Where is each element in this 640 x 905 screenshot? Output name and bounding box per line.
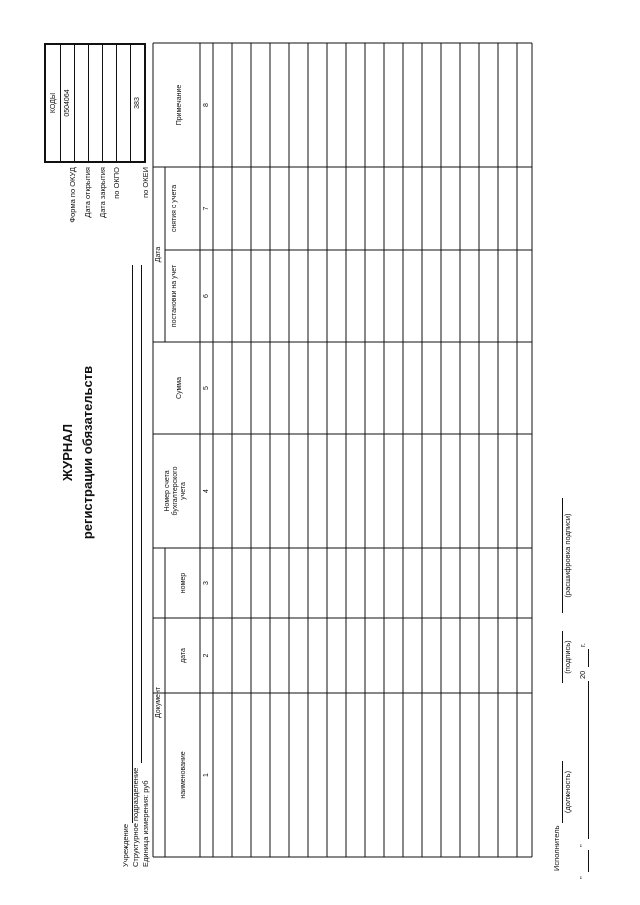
quote-open: " bbox=[578, 876, 587, 879]
decoding-caption: (расшифровка подписи) bbox=[563, 513, 572, 598]
col-num-5: 5 bbox=[203, 386, 210, 390]
group-document: Документ bbox=[155, 686, 162, 719]
quote-close: " bbox=[578, 844, 587, 847]
day-line bbox=[588, 850, 589, 872]
col-num-2: 2 bbox=[203, 653, 210, 658]
col-registered: постановки на учет bbox=[171, 264, 178, 328]
open-date-label: Дата открытия bbox=[83, 167, 92, 218]
col-num-8: 8 bbox=[203, 103, 210, 107]
month-line bbox=[588, 681, 589, 839]
close-date-label: Дата закрытия bbox=[98, 167, 107, 218]
col-num-6: 6 bbox=[203, 294, 210, 298]
unit-label: Единица измерения: руб bbox=[141, 780, 150, 867]
codes-header: КОДЫ bbox=[45, 44, 61, 162]
col-sum: Сумма bbox=[176, 377, 183, 399]
col-number: номер bbox=[180, 572, 187, 594]
executor-label: Исполнитель bbox=[552, 825, 561, 871]
year-prefix: 20 bbox=[578, 670, 587, 679]
okud-code: 0504064 bbox=[61, 44, 75, 162]
okei-label: по ОКЕИ bbox=[141, 167, 150, 198]
okpo-label: по ОКПО bbox=[112, 167, 121, 199]
col-num-3: 3 bbox=[203, 581, 210, 585]
col-num-7: 7 bbox=[203, 206, 210, 211]
institution-label: Учреждение bbox=[121, 824, 130, 867]
group-date: Дата bbox=[155, 246, 162, 263]
page-title: ЖУРНАЛ bbox=[60, 424, 75, 481]
position-caption: (должность) bbox=[563, 770, 572, 814]
col-removed: снятия с учета bbox=[171, 184, 178, 233]
page-subtitle: регистрации обязательств bbox=[80, 365, 95, 540]
col-num-4: 4 bbox=[203, 489, 210, 493]
okud-label: Форма по ОКУД bbox=[68, 167, 77, 223]
year-line bbox=[588, 649, 589, 667]
signature-caption: (подпись) bbox=[563, 640, 572, 674]
okei-code: 383 bbox=[131, 44, 146, 162]
col-num-1: 1 bbox=[203, 773, 210, 777]
subdivision-label: Структурное подразделение bbox=[131, 767, 140, 867]
year-suffix: г. bbox=[578, 643, 587, 647]
col-name: наименование bbox=[180, 751, 187, 799]
col-account: Номер счета бухгалтерского учета bbox=[164, 466, 187, 516]
col-date: дата bbox=[180, 648, 187, 663]
col-note: Примечание bbox=[176, 84, 183, 126]
